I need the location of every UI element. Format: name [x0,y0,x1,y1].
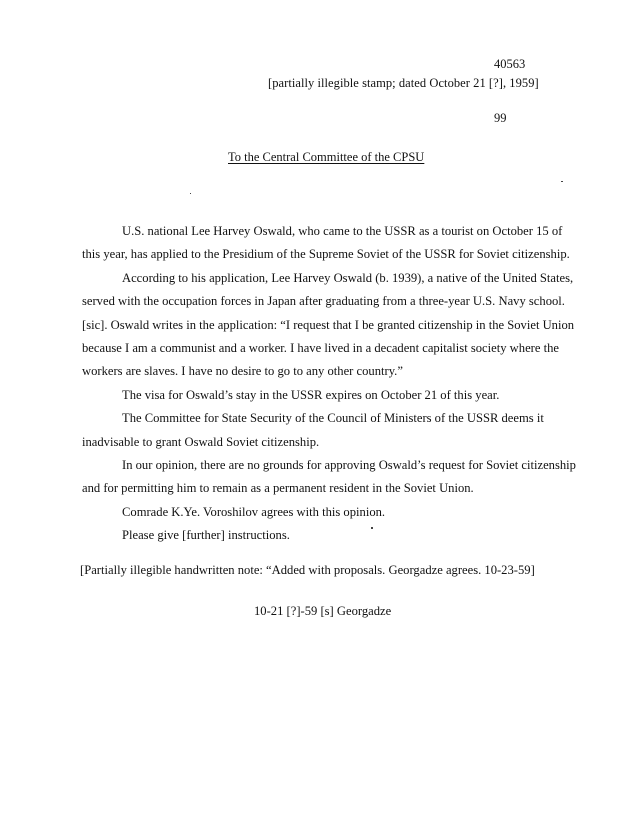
body-line: The Committee for State Security of the Council of Ministers of the USSR deems it [122,411,544,426]
scan-speck [190,193,191,194]
scan-speck [561,181,563,182]
body-line: [sic]. Oswald writes in the application: “I request that I be granted citizenship in the Soviet Union [82,317,575,332]
document-number: 40563 [494,57,526,71]
body-line: Comrade K.Ye. Voroshilov agrees with this opinion. [122,504,386,519]
body-line: inadvisable to grant Oswald Soviet citizenship. [82,434,320,449]
body-line: workers are slaves. I have no desire to go to any other country.” [82,364,403,379]
letter-body [82,220,582,547]
body-line: Please give [further] instructions. [122,528,290,543]
scan-speck [371,527,373,529]
stamp-note: [partially illegible stamp; dated October 21 [?], 1959] [268,76,539,90]
addressee-heading: To the Central Committee of the CPSU [228,150,425,164]
body-line: According to his application, Lee Harvey Oswald (b. 1939), a native of the United States, [122,270,574,285]
body-line: this year, has applied to the Presidium of the Supreme Soviet of the USSR for Soviet citizenship. [82,247,570,262]
signature-line: 10-21 [?]-59 [s] Georgadze [254,604,392,618]
body-line: and for permitting him to remain as a permanent resident in the Soviet Union. [82,481,474,496]
body-line: U.S. national Lee Harvey Oswald, who came to the USSR as a tourist on October 15 of [122,224,563,238]
page-number: 99 [494,111,507,125]
body-line: The visa for Oswald’s stay in the USSR expires on October 21 of this year. [122,387,500,402]
handwritten-note: [Partially illegible handwritten note: “Added with proposals. Georgadze agrees. 10-23-59] [80,563,535,577]
body-line: served with the occupation forces in Japan after graduating from a three-year U.S. Navy school. [82,294,565,309]
body-line: In our opinion, there are no grounds for approving Oswald’s request for Soviet citizenship [122,457,576,472]
body-line: because I am a communist and a worker. I have lived in a decadent capitalist society where the [82,340,559,355]
